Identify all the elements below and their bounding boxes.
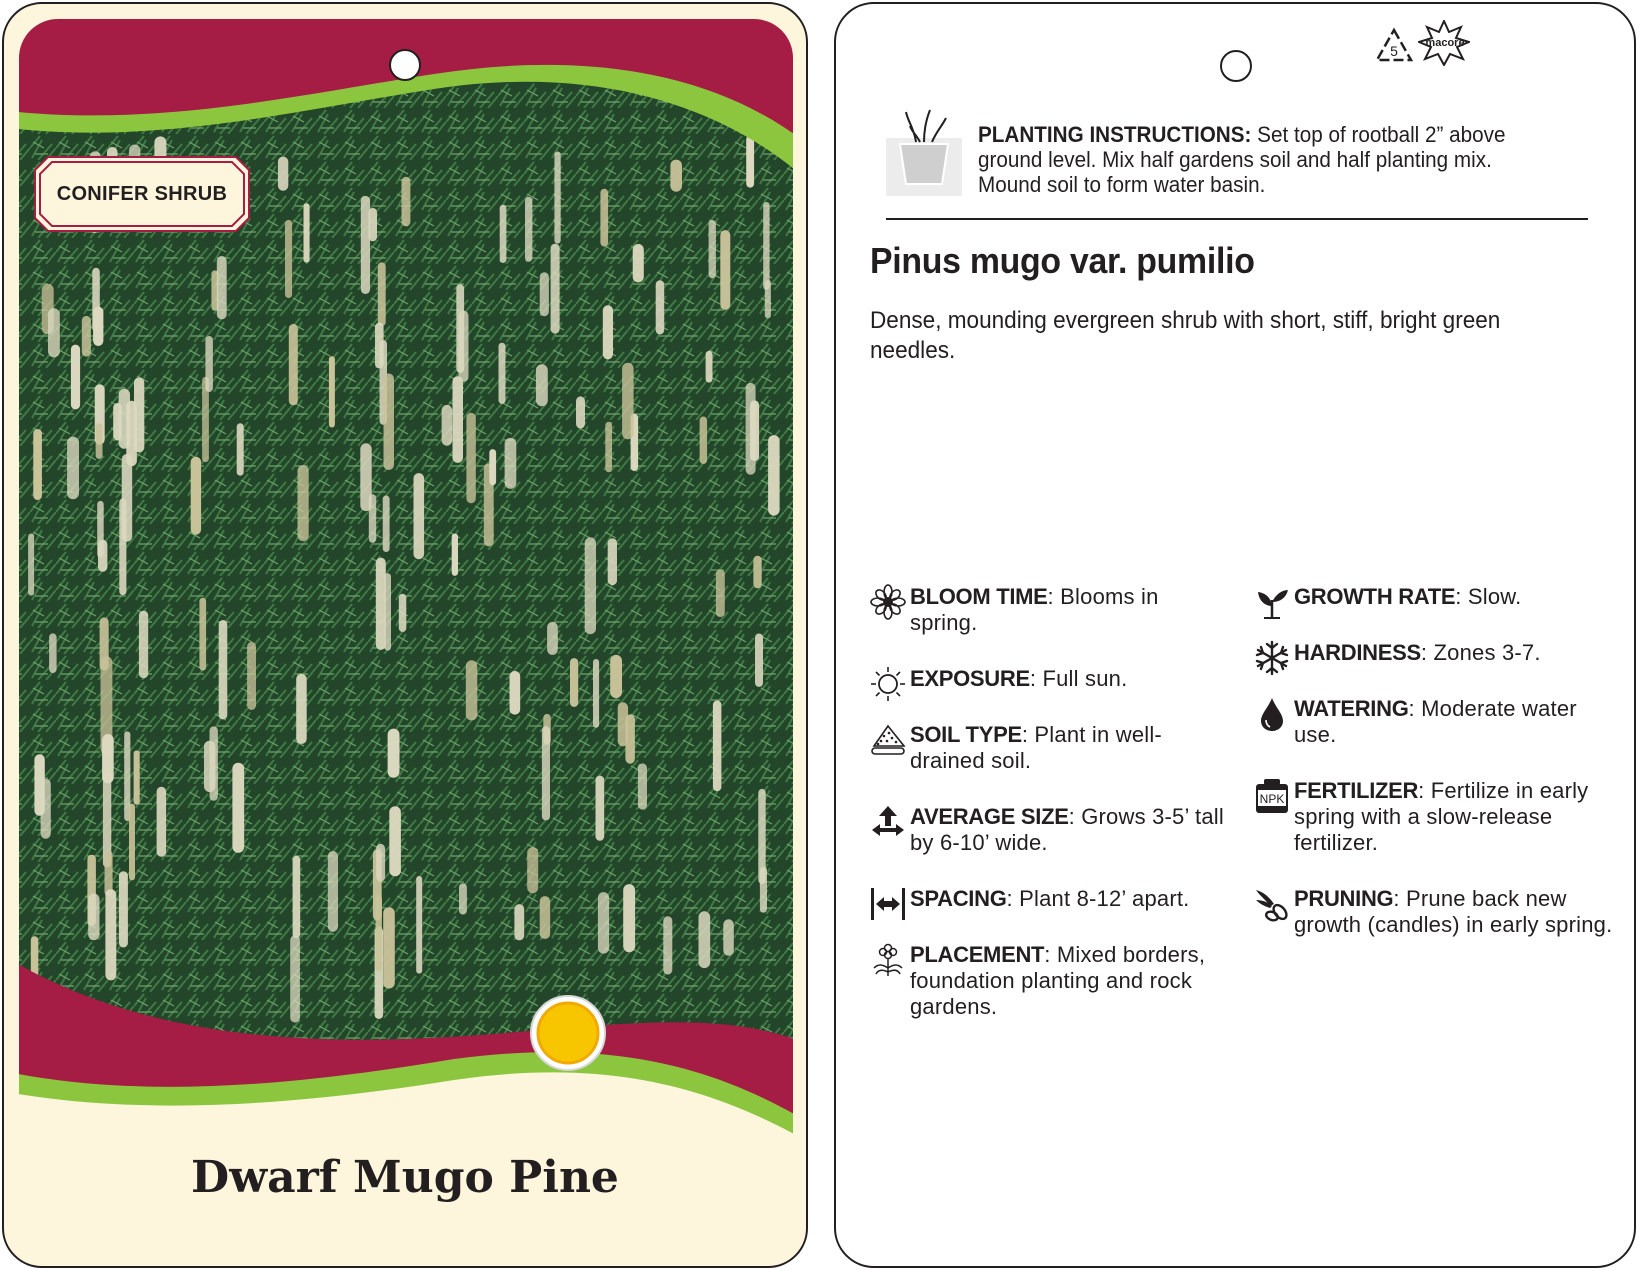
pine-candle	[414, 473, 425, 559]
category-badge	[34, 156, 250, 232]
macore-logo-text: macore	[1425, 37, 1465, 49]
plant-description: Dense, mounding evergreen shrub with short, stiff, bright green needles.	[870, 307, 1501, 364]
pine-candle	[96, 423, 103, 459]
pine-candle	[699, 911, 711, 968]
pine-candle	[670, 160, 682, 192]
pine-candle	[656, 280, 665, 334]
pine-candle	[540, 896, 551, 939]
pine-candle	[296, 674, 307, 744]
spacing-value: : Plant 8-12’ apart.	[1006, 886, 1190, 911]
bloom-time-value: : Blooms in spring.	[910, 584, 1159, 635]
pine-candle	[293, 856, 301, 938]
water-drop-icon	[1254, 696, 1290, 732]
exposure-label: EXPOSURE	[910, 666, 1030, 691]
sun-icon	[870, 666, 906, 702]
pine-candle	[48, 308, 60, 357]
pine-candle	[360, 443, 371, 511]
pine-candle	[489, 449, 496, 485]
placement-value: : Mixed borders, foundation planting and rock gardens.	[910, 942, 1206, 1019]
pine-candle	[605, 422, 612, 473]
pine-candle	[191, 457, 201, 535]
pine-candle	[765, 280, 771, 319]
common-name: Dwarf Mugo Pine	[191, 1152, 619, 1203]
soil-type-label: SOIL TYPE	[910, 722, 1022, 747]
growth-rate-label: GROWTH RATE	[1294, 584, 1456, 609]
placement-plant-icon	[870, 942, 906, 978]
pine-candle	[505, 438, 517, 489]
pine-candle	[633, 244, 644, 282]
bloom-time-label: BLOOM TIME	[910, 584, 1048, 609]
pine-candle	[760, 867, 767, 913]
pine-candle	[376, 558, 386, 650]
pine-candle	[41, 779, 51, 839]
pine-candle	[134, 750, 140, 804]
pine-candle	[593, 659, 599, 728]
pine-candle	[720, 230, 730, 310]
pine-candle	[596, 776, 605, 841]
pine-candle	[82, 316, 91, 357]
soil-type-value: : Plant in well-drained soil.	[910, 722, 1162, 773]
pine-candle	[199, 598, 206, 671]
recycle-icon	[1374, 26, 1414, 66]
pine-candle	[700, 417, 708, 464]
planting-instructions-text: Set top of rootball 2” above ground level. Mix half gardens soil and half planting mix. Mound soil to form water basin.	[978, 122, 1506, 197]
pine-candle	[623, 884, 635, 952]
pine-candle	[389, 806, 401, 876]
pine-candle	[755, 634, 763, 687]
growth-rate-value: : Slow.	[1455, 584, 1522, 609]
pine-candle	[551, 244, 560, 334]
recycle-number: 5	[1390, 43, 1398, 59]
divider-line	[886, 218, 1588, 220]
pine-candle	[49, 633, 57, 673]
pruning-label: PRUNING	[1294, 886, 1394, 911]
average-size-value: : Grows 3-5’ tall by 6-10’ wide.	[910, 804, 1224, 855]
pine-candle	[713, 701, 722, 792]
pine-candle	[585, 537, 596, 634]
pine-candle	[205, 336, 213, 392]
pine-candle	[376, 895, 382, 971]
pine-candle	[466, 660, 478, 720]
hardiness-label: HARDINESS	[1294, 640, 1421, 665]
pine-candle	[416, 876, 422, 974]
pine-candle	[384, 573, 391, 650]
pine-candle	[33, 429, 42, 500]
watering-label: WATERING	[1294, 696, 1409, 721]
pine-candle	[763, 202, 769, 290]
hang-hole-icon	[1220, 50, 1252, 82]
flower-icon	[870, 584, 906, 620]
pine-candle	[384, 374, 395, 471]
pine-candle	[540, 272, 549, 316]
pine-candle	[28, 534, 34, 596]
pine-candle	[706, 351, 713, 383]
pine-candle	[219, 620, 228, 719]
pine-candle	[98, 540, 107, 572]
pine-candle	[247, 642, 256, 710]
pine-candle	[329, 356, 335, 427]
pine-candle	[554, 152, 560, 244]
pine-candle	[105, 851, 113, 897]
pine-candle	[361, 196, 370, 294]
pine-candle	[723, 919, 734, 955]
pine-candle	[716, 570, 725, 617]
spacing-label: SPACING	[910, 886, 1007, 911]
pine-candle	[536, 364, 548, 406]
pine-candle	[453, 376, 464, 463]
pine-candle	[576, 396, 585, 428]
pine-candle	[383, 496, 390, 553]
pruning-shears-icon	[1254, 886, 1290, 922]
pine-candle	[622, 363, 634, 440]
spacing-arrows-icon	[870, 886, 906, 922]
pine-candle	[547, 622, 558, 655]
pine-candle	[570, 658, 578, 707]
planting-instructions-label: PLANTING INSTRUCTIONS:	[978, 122, 1252, 147]
planting-pot-icon	[886, 108, 962, 196]
sun-exposure-dot-icon	[538, 1003, 598, 1063]
pruning-value: : Prune back new growth (candles) in early spring.	[1294, 886, 1613, 937]
pine-candle	[542, 726, 550, 820]
pine-candle	[768, 435, 780, 515]
pine-candle	[93, 307, 103, 346]
pine-candle	[525, 197, 532, 262]
pine-candle	[88, 894, 99, 941]
pine-candle	[383, 907, 395, 988]
pine-candle	[237, 423, 244, 476]
pine-candle	[232, 763, 244, 853]
pine-candle	[618, 702, 628, 746]
sprout-icon	[1254, 584, 1290, 620]
pine-candle	[129, 804, 135, 881]
pine-candle	[378, 262, 386, 326]
pine-candle	[67, 437, 79, 500]
pine-candle	[663, 916, 672, 974]
planting-instructions	[978, 122, 1561, 197]
placement-label: PLACEMENT	[910, 942, 1045, 967]
pine-candle	[289, 324, 298, 405]
pine-candle	[753, 556, 761, 589]
pine-candle	[328, 851, 338, 932]
plant-tag-back	[834, 2, 1636, 1268]
pine-candle	[376, 844, 385, 882]
pine-candle	[134, 378, 144, 453]
pine-candle	[119, 871, 128, 947]
fertilizer-label: FERTILIZER	[1294, 778, 1419, 803]
pine-candle	[638, 763, 647, 809]
pine-candle	[278, 157, 288, 191]
hardiness-value: : Zones 3-7.	[1420, 640, 1541, 665]
pine-candle	[210, 726, 218, 800]
average-size-label: AVERAGE SIZE	[910, 804, 1069, 829]
npk-fertilizer-icon	[1254, 778, 1290, 814]
fertilizer-value: : Fertilize in early spring with a slow-release fertilizer.	[1294, 778, 1589, 855]
pine-candle	[304, 203, 310, 262]
pine-candle	[375, 323, 384, 369]
pine-candle	[459, 883, 467, 914]
pine-candle	[388, 729, 400, 778]
pine-candle	[452, 534, 458, 576]
pine-candle	[119, 389, 130, 449]
category-badge-label: CONIFER SHRUB	[56, 183, 228, 205]
pine-candle	[603, 305, 613, 359]
pine-candle	[139, 611, 148, 679]
exposure-value: : Full sun.	[1029, 666, 1128, 691]
soil-icon	[870, 722, 906, 758]
pine-candle	[510, 671, 521, 715]
npk-label: NPK	[1259, 792, 1285, 806]
pine-candle	[598, 892, 609, 954]
pine-candle	[105, 889, 116, 980]
pine-candle	[456, 284, 464, 373]
pine-candle	[71, 345, 80, 410]
pine-candle	[298, 465, 309, 541]
pine-candle	[527, 847, 538, 893]
plant-tag-front	[2, 2, 808, 1268]
pine-candle	[608, 538, 617, 585]
pine-candle	[514, 904, 524, 940]
watering-value: : Moderate water use.	[1294, 696, 1577, 747]
pine-candle	[402, 177, 411, 227]
pine-candle	[290, 936, 300, 1023]
pine-candle	[285, 220, 292, 298]
pine-candle	[157, 787, 167, 857]
pine-candle	[709, 220, 716, 278]
pine-candle	[600, 189, 608, 247]
pine-candle	[500, 205, 507, 263]
pine-candle	[442, 405, 453, 446]
pine-candle	[610, 655, 622, 698]
snowflake-icon	[1254, 640, 1290, 676]
pine-candle	[746, 136, 754, 188]
pine-candle	[399, 594, 407, 632]
botanical-name: Pinus mugo var. pumilio	[870, 240, 1255, 281]
hang-hole-icon	[390, 50, 420, 80]
pine-candle	[746, 383, 756, 475]
pine-candle	[499, 343, 506, 404]
pine-candle	[466, 413, 475, 503]
size-arrows-icon	[870, 804, 906, 840]
pine-candle	[217, 256, 227, 319]
pine-candle	[122, 454, 133, 542]
